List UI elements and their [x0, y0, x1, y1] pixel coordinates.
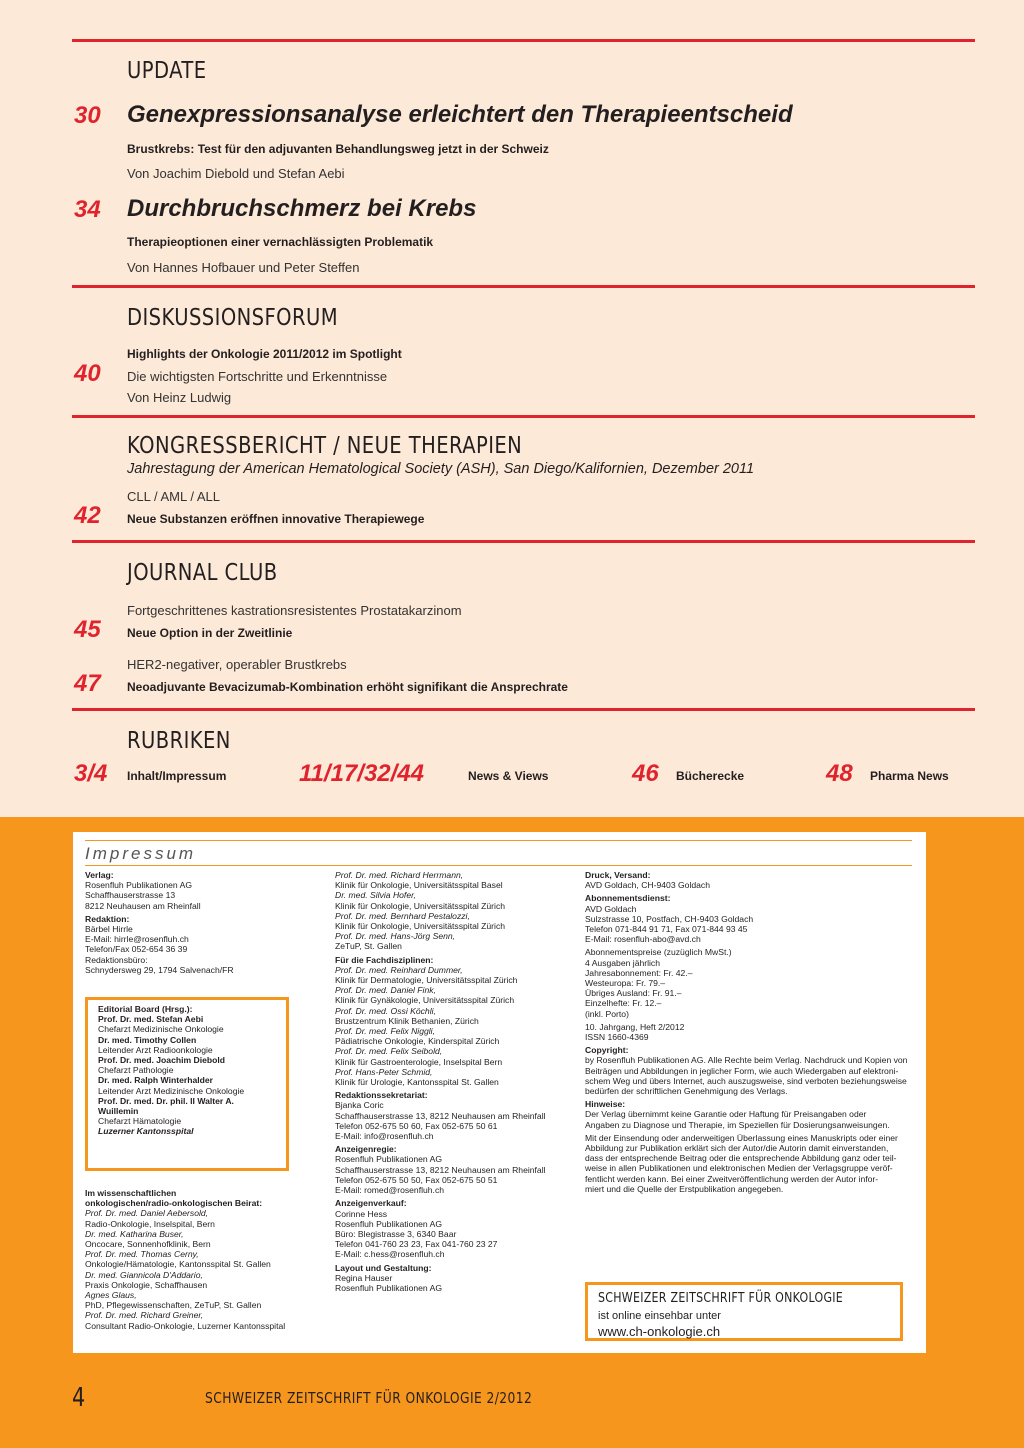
section-title-update: UPDATE	[127, 58, 207, 84]
impressum-line: Verlag:	[85, 870, 114, 880]
article-title[interactable]: Genexpressionsanalyse erleichtert den Therapieentscheid	[127, 101, 793, 128]
impressum-line: bedürfen der schriftlichen Genehmigung des Verlags.	[585, 1086, 788, 1097]
impressum-line: Copyright:	[585, 1045, 629, 1056]
impressum-line: Wuillemin	[98, 1106, 139, 1117]
impressum-line: ZeTuP, St. Gallen	[335, 941, 402, 952]
impressum-column-1b	[85, 1188, 285, 1331]
impressum-line: Klinik für Onkologie, Universitätsspital Zürich	[335, 921, 506, 932]
section-title-kongress: KONGRESSBERICHT / NEUE THERAPIEN	[127, 433, 523, 459]
section-rule	[72, 39, 975, 42]
impressum-line: Jahresabonnement: Fr. 42.–	[585, 967, 693, 978]
impressum-line: Telefon 041-760 23 23, Fax 041-760 23 27	[335, 1239, 498, 1250]
impressum-box	[73, 832, 926, 1353]
impressum-line: Anzeigenregie:	[335, 1144, 397, 1155]
impressum-line: Praxis Onkologie, Schaffhausen	[85, 1279, 208, 1290]
article-topic: CLL / AML / ALL	[127, 489, 220, 504]
impressum-line: Angaben zu Diagnose und Therapie, im Speziellen für Dosierungsanweisungen.	[585, 1119, 890, 1130]
impressum-line: 4 Ausgaben jährlich	[585, 957, 661, 968]
impressum-line: Onkologie/Hämatologie, Kantonsspital St. Gallen	[85, 1259, 271, 1270]
impressum-line: Redaktion:	[85, 913, 130, 924]
impressum-line: onkologischen/radio-onkologischen Beirat:	[85, 1198, 263, 1209]
section-rule	[72, 285, 975, 288]
impressum-line: Klinik für Gynäkologie, Universitätsspital Zürich	[335, 995, 515, 1006]
impressum-line: Bärbel Hirrle	[85, 924, 133, 935]
impressum-line: Rosenfluh Publikationen AG	[335, 1154, 443, 1165]
impressum-line: Druck, Versand:	[585, 870, 651, 880]
article-authors: Von Joachim Diebold und Stefan Aebi	[127, 166, 345, 181]
impressum-line: Leitender Arzt Medizinische Onkologie	[98, 1085, 245, 1096]
section-rule	[72, 540, 975, 543]
impressum-line: Prof. Hans-Peter Schmid,	[335, 1066, 433, 1077]
page-number-footer: 4	[72, 1383, 86, 1413]
impressum-line: Dr. med. Ralph Winterhalder	[98, 1075, 214, 1086]
impressum-line: Klinik für Onkologie, Universitätsspital Zürich	[335, 900, 506, 911]
impressum-line: Prof. Dr. med. Hans-Jörg Senn,	[335, 931, 456, 942]
section-rule	[72, 415, 975, 418]
impressum-line: Chefarzt Pathologie	[98, 1065, 174, 1076]
impressum-line: Abonnementspreise (zuzüglich MwSt.)	[585, 947, 732, 958]
page-number: 3/4	[74, 760, 108, 787]
article-headline[interactable]: Neoadjuvante Bevacizumab-Kombination erhöht signifikant die Ansprechrate	[127, 680, 568, 694]
impressum-line: Anzeigenverkauf:	[335, 1198, 407, 1209]
impressum-line: 10. Jahrgang, Heft 2/2012	[585, 1021, 685, 1032]
page-number: 45	[74, 616, 101, 643]
article-topic: Fortgeschrittenes kastrationsresistentes Prostatakarzinom	[127, 603, 462, 618]
impressum-line: Consultant Radio-Onkologie, Luzerner Kantonsspital	[85, 1320, 286, 1331]
impressum-line: Abbildung zur Publikation erklärt sich der Autor/die Autorin damit einverstanden,	[585, 1143, 889, 1154]
meeting-line: Jahrestagung der American Hematological Society (ASH), San Diego/Kalifornien, Dezember 2011	[127, 461, 755, 477]
impressum-line: E-Mail: info@rosenfluh.ch	[335, 1131, 434, 1142]
page-number: 34	[74, 196, 101, 223]
impressum-line: Prof. Dr. med. Felix Niggli,	[335, 1026, 435, 1037]
impressum-line: Übriges Ausland: Fr. 91.–	[585, 988, 682, 999]
impressum-line: Rosenfluh Publikationen AG	[335, 1218, 443, 1229]
impressum-line: Klinik für Dermatologie, Universitätsspital Zürich	[335, 975, 518, 986]
impressum-line: Hinweise:	[585, 1099, 626, 1110]
impressum-line: Leitender Arzt Radioonkologie	[98, 1044, 213, 1055]
page-number: 47	[74, 670, 101, 697]
impressum-title: Impressum	[85, 844, 197, 863]
impressum-line: Prof. Dr. med. Richard Greiner,	[85, 1310, 204, 1321]
impressum-column-3	[585, 870, 907, 1194]
impressum-line: AVD Goldach	[585, 903, 637, 914]
impressum-line: Corinne Hess	[335, 1208, 388, 1219]
article-headline[interactable]: Highlights der Onkologie 2011/2012 im Spotlight	[127, 347, 402, 361]
impressum-line: Radio-Onkologie, Inselspital, Bern	[85, 1218, 215, 1229]
impressum-line: Westeuropa: Fr. 79.–	[585, 978, 666, 989]
rubrik-label[interactable]: Inhalt/Impressum	[127, 769, 227, 783]
impressum-line: PhD, Pflegewissenschaften, ZeTuP, St. Gallen	[85, 1300, 262, 1311]
rubrik-label[interactable]: Pharma News	[870, 769, 949, 783]
impressum-line: Telefon 052-675 50 50, Fax 052-675 50 51	[335, 1174, 498, 1185]
impressum-line: dass der entsprechende Beitrag oder die entsprechende Abbildung ganz oder teil-	[585, 1153, 897, 1164]
impressum-line: ISSN 1660-4369	[585, 1032, 649, 1043]
impressum-line: Büro: Blegistrasse 3, 6340 Baar	[335, 1228, 457, 1239]
impressum-line: Schaffhauserstrasse 13, 8212 Neuhausen am Rheinfall	[335, 1110, 546, 1121]
impressum-line: Prof. Dr. med. Reinhard Dummer,	[335, 964, 463, 975]
impressum-line: Prof. Dr. med. Stefan Aebi	[98, 1014, 204, 1025]
impressum-line: Prof. Dr. med. Daniel Fink,	[335, 985, 436, 996]
impressum-line: Dr. med. Katharina Buser,	[85, 1228, 184, 1239]
impressum-line: Prof. Dr. med. Bernhard Pestalozzi,	[335, 910, 470, 921]
impressum-line: Schaffhauserstrasse 13	[85, 890, 176, 901]
impressum-line: Redaktionsbüro:	[85, 954, 148, 965]
page-number: 30	[74, 102, 101, 129]
impressum-line: 8212 Neuhausen am Rheinfall	[85, 900, 201, 911]
section-rule	[72, 708, 975, 711]
impressum-line: Für die Fachdisziplinen:	[335, 954, 434, 965]
impressum-line: Rosenfluh Publikationen AG	[85, 880, 193, 891]
impressum-line: E-Mail: rosenfluh-abo@avd.ch	[585, 934, 701, 945]
online-sub: ist online einsehbar unter	[598, 1310, 721, 1322]
impressum-line: Klinik für Onkologie, Universitätsspital Basel	[335, 880, 503, 891]
online-url-link[interactable]: www.ch-onkologie.ch	[598, 1324, 721, 1339]
impressum-line: Layout und Gestaltung:	[335, 1262, 432, 1273]
page-number: 42	[74, 502, 101, 529]
impressum-line: E-Mail: romed@rosenfluh.ch	[335, 1185, 445, 1196]
article-headline[interactable]: Neue Substanzen eröffnen innovative Therapiewege	[127, 512, 425, 526]
impressum-line: (inkl. Porto)	[585, 1008, 629, 1019]
article-topic: HER2-negativer, operabler Brustkrebs	[127, 657, 347, 672]
impressum-line: Agnes Glaus,	[85, 1290, 137, 1301]
impressum-line: Regina Hauser	[335, 1272, 393, 1283]
impressum-line: Telefon 071-844 91 71, Fax 071-844 93 45	[585, 924, 748, 935]
impressum-line: Brustzentrum Klinik Bethanien, Zürich	[335, 1015, 479, 1026]
impressum-line: Prof. Dr. med. Richard Herrmann,	[335, 870, 464, 880]
impressum-divider	[85, 865, 912, 866]
impressum-line: Editorial Board (Hrsg.):	[98, 1004, 193, 1014]
article-authors: Von Hannes Hofbauer und Peter Steffen	[127, 260, 360, 275]
article-subtitle: Brustkrebs: Test für den adjuvanten Behandlungsweg jetzt in der Schweiz	[127, 142, 549, 156]
impressum-line: Bjanka Coric	[335, 1100, 384, 1111]
impressum-line: Prof. Dr. med. Ossi Köchli,	[335, 1005, 436, 1016]
impressum-line: Beiträgen und Abbildungen in jeglicher Form, wie auch Wiedergaben auf elektroni-	[585, 1065, 899, 1076]
online-box	[585, 1282, 903, 1341]
impressum-line: Telefon 052-675 50 60, Fax 052-675 50 61	[335, 1120, 498, 1131]
impressum-line: Prof. Dr. med. Daniel Aebersold,	[85, 1208, 209, 1219]
journal-footer: SCHWEIZER ZEITSCHRIFT FÜR ONKOLOGIE 2/2012	[205, 1389, 533, 1407]
impressum-line: Prof. Dr. med. Dr. phil. II Walter A.	[98, 1095, 234, 1106]
impressum-line: Klinik für Urologie, Kantonsspital St. Gallen	[335, 1077, 499, 1088]
impressum-line: Schaffhauserstrasse 13, 8212 Neuhausen am Rheinfall	[335, 1164, 546, 1175]
page-number: 40	[74, 360, 101, 387]
impressum-line: E-Mail: c.hess@rosenfluh.ch	[335, 1249, 445, 1260]
impressum-line: Prof. Dr. med. Thomas Cerny,	[85, 1249, 199, 1260]
impressum-line: Luzerner Kantonsspital	[98, 1126, 194, 1137]
article-subtitle: Die wichtigsten Fortschritte und Erkenntnisse	[127, 369, 388, 384]
impressum-line: Klinik für Gastroenterologie, Inselspital Bern	[335, 1056, 503, 1067]
impressum-line: Sulzstrasse 10, Postfach, CH-9403 Goldach	[585, 913, 754, 924]
impressum-line: Dr. med. Silvia Hofer,	[335, 890, 416, 901]
section-title-forum: DISKUSSIONSFORUM	[127, 305, 339, 331]
impressum-line: Telefon/Fax 052-654 36 39	[85, 944, 188, 955]
impressum-line: Rosenfluh Publikationen AG	[335, 1282, 443, 1293]
impressum-line: Dr. med. Timothy Collen	[98, 1034, 197, 1045]
impressum-line: Prof. Dr. med. Felix Seibold,	[335, 1046, 443, 1057]
impressum-line: Schnydersweg 29, 1794 Salvenach/FR	[85, 964, 234, 975]
impressum-column-1	[85, 870, 234, 975]
impressum-line: Redaktionssekretariat:	[335, 1090, 428, 1101]
impressum-line: Der Verlag übernimmt keine Garantie oder Haftung für Preisangaben oder	[585, 1109, 867, 1120]
article-subtitle: Therapieoptionen einer vernachlässigten Problematik	[127, 235, 434, 249]
section-title-journal: JOURNAL CLUB	[127, 560, 278, 586]
article-headline[interactable]: Neue Option in der Zweitlinie	[127, 626, 293, 640]
impressum-line: Chefarzt Hämatologie	[98, 1116, 182, 1127]
impressum-column-2	[335, 870, 546, 1293]
impressum-line: weise in allen Publikationen und elektronischen Medien der Verlagsgruppe veröf-	[585, 1163, 893, 1174]
rubrik-label[interactable]: Bücherecke	[676, 769, 745, 783]
impressum-line: Im wissenschaftlichen	[85, 1188, 177, 1198]
impressum-line: Chefarzt Medizinische Onkologie	[98, 1024, 224, 1035]
impressum-line: Pädiatrische Onkologie, Kinderspital Zürich	[335, 1036, 500, 1047]
impressum-line: AVD Goldach, CH-9403 Goldach	[585, 880, 710, 891]
impressum-line: Oncocare, Sonnenhofklinik, Bern	[85, 1239, 211, 1250]
editorial-board-box	[85, 997, 289, 1171]
page-number: 46	[632, 760, 659, 787]
page-number: 11/17/32/44	[299, 760, 425, 787]
impressum-line: fentlicht werden kann. Bei einer Zweitveröffentlichung werden der Autor infor-	[585, 1173, 879, 1184]
impressum-line: E-Mail: hirrle@rosenfluh.ch	[85, 934, 189, 945]
impressum-line: Abonnementsdienst:	[585, 893, 671, 904]
impressum-line: schem Weg und übers Internet, auch auszugsweise, sind verboten beziehungsweise	[585, 1075, 907, 1086]
impressum-line: miert und die Quelle der Erstpublikation angegeben.	[585, 1183, 784, 1194]
impressum-line: Dr. med. Giannicola D'Addario,	[85, 1269, 203, 1280]
rubrik-label[interactable]: News & Views	[468, 769, 549, 783]
impressum-line: by Rosenfluh Publikationen AG. Alle Rechte beim Verlag. Nachdruck und Kopien von	[585, 1055, 908, 1066]
impressum-top-line	[85, 840, 912, 841]
section-title-rubriken: RUBRIKEN	[127, 728, 231, 754]
article-authors: Von Heinz Ludwig	[127, 390, 232, 405]
online-title: SCHWEIZER ZEITSCHRIFT FÜR ONKOLOGIE	[598, 1291, 844, 1306]
impressum-line: Mit der Einsendung oder anderweitigen Überlassung eines Manuskripts oder einer	[585, 1132, 898, 1143]
impressum-line: Prof. Dr. med. Joachim Diebold	[98, 1055, 226, 1066]
article-title[interactable]: Durchbruchschmerz bei Krebs	[127, 195, 477, 222]
impressum-line: Einzelhefte: Fr. 12.–	[585, 998, 662, 1009]
page-number: 48	[826, 760, 853, 787]
